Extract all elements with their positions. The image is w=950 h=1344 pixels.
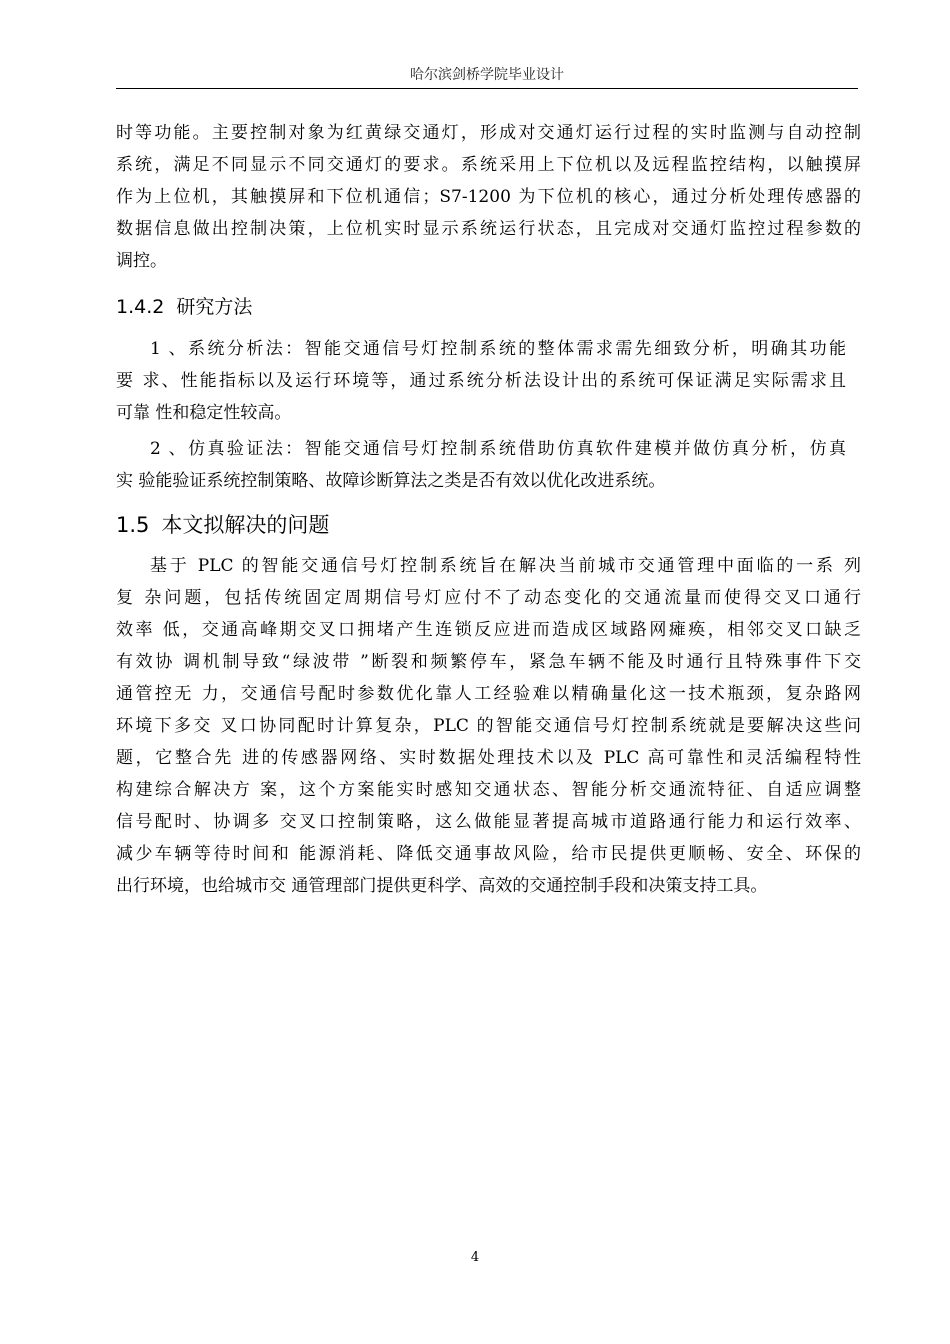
- problem-paragraph: [116, 550, 861, 902]
- section-number: 1.4.2: [116, 296, 165, 318]
- text-line: 构建综合解决方 案，这个方案能实时感知交通状态、智能分析交通流特征、自适应调整: [116, 780, 861, 800]
- text-line: 数据信息做出控制决策，上位机实时显示系统运行状态，且完成对交通灯监控过程参数的: [116, 219, 861, 239]
- text-line: 2 、仿真验证法：智能交通信号灯控制系统借助仿真软件建模并做仿真分析，仿真: [150, 439, 846, 459]
- text-line: 要 求、性能指标以及运行环境等，通过系统分析法设计出的系统可保证满足实际需求且: [116, 371, 846, 391]
- section-title: 研究方法: [176, 296, 253, 318]
- section-heading-1-5: [116, 509, 329, 539]
- text-line: 可靠 性和稳定性较高。: [116, 403, 292, 423]
- text-line: 出行环境，也给城市交 通管理部门提供更科学、高效的交通控制手段和决策支持工具。: [116, 876, 768, 896]
- text-line: 时等功能。主要控制对象为红黄绿交通灯，形成对交通灯运行过程的实时监测与自动控制: [116, 123, 861, 143]
- page-number: 4: [470, 1250, 480, 1265]
- text-line: 系统，满足不同显示不同交通灯的要求。系统采用上下位机以及远程监控结构，以触摸屏: [116, 155, 861, 175]
- text-line: 通管控无 力，交通信号配时参数优化靠人工经验难以精确量化这一技术瓶颈，复杂路网: [116, 684, 861, 704]
- text-line: 1 、系统分析法：智能交通信号灯控制系统的整体需求需先细致分析，明确其功能: [150, 339, 846, 359]
- text-line: 复 杂问题，包括传统固定周期信号灯应付不了动态变化的交通流量而使得交叉口通行: [116, 588, 861, 608]
- page-header-title: 哈尔滨剑桥学院毕业设计: [410, 67, 564, 83]
- section-title: 本文拟解决的问题: [161, 513, 330, 537]
- text-line: 作为上位机，其触摸屏和下位机通信；S7-1200 为下位机的核心，通过分析处理传感器的: [116, 187, 861, 207]
- header-divider: [116, 88, 858, 89]
- text-line: 信号配时、协调多 交叉口控制策略，这么做能显著提高城市道路通行能力和运行效率、: [116, 812, 861, 832]
- text-line: 调控。: [116, 251, 167, 271]
- text-line: 环境下多交 叉口协同配时计算复杂，PLC 的智能交通信号灯控制系统就是要解决这些问: [116, 716, 861, 736]
- text-line: 基于 PLC 的智能交通信号灯控制系统旨在解决当前城市交通管理中面临的一系 列: [150, 556, 861, 576]
- method-2-paragraph: [116, 433, 846, 497]
- section-number: 1.5: [116, 513, 150, 537]
- text-line: 实 验能验证系统控制策略、故障诊断算法之类是否有效以优化改进系统。: [116, 471, 666, 491]
- intro-paragraph: [116, 117, 861, 277]
- section-heading-1-4-2: [116, 292, 252, 319]
- text-line: 有效协 调机制导致“绿波带 ”断裂和频繁停车，紧急车辆不能及时通行且特殊事件下交: [116, 652, 861, 672]
- text-line: 效率 低，交通高峰期交叉口拥堵产生连锁反应进而造成区域路网瘫痪，相邻交叉口缺乏: [116, 620, 861, 640]
- text-line: 减少车辆等待时间和 能源消耗、降低交通事故风险，给市民提供更顺畅、安全、环保的: [116, 844, 861, 864]
- text-line: 题，它整合先 进的传感器网络、实时数据处理技术以及 PLC 高可靠性和灵活编程特性: [116, 748, 861, 768]
- method-1-paragraph: [116, 333, 846, 429]
